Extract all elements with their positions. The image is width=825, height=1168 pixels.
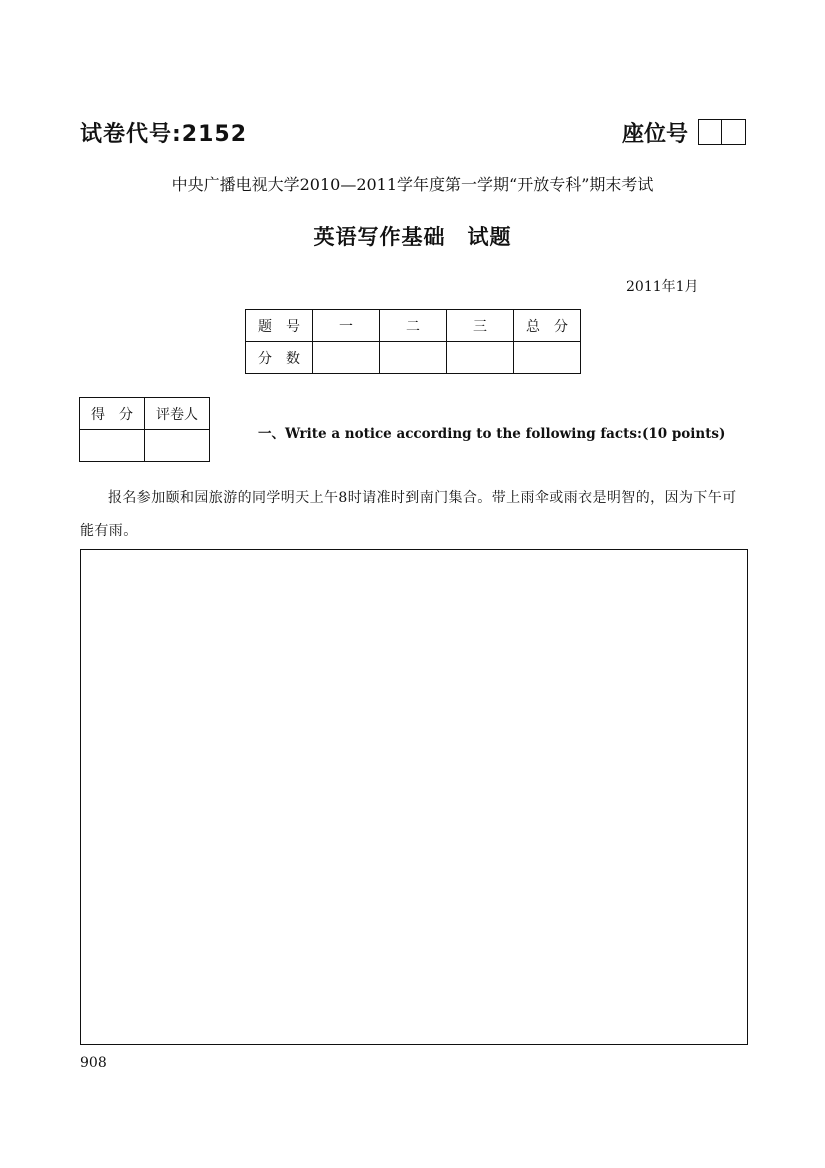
page-number: 908 — [80, 1055, 107, 1071]
exam-date: 2011年1月 — [626, 279, 699, 295]
course-title: 英语写作基础 试题 — [313, 225, 512, 249]
score-cell[interactable] — [313, 342, 380, 374]
grader-label: 评卷人 — [145, 398, 210, 430]
table-header-cell: 二 — [380, 310, 447, 342]
table-row-label: 分 数 — [246, 342, 313, 374]
exam-title: 中央广播电视大学2010—2011学年度第一学期“开放专科”期末考试 — [171, 175, 654, 194]
score-cell[interactable] — [514, 342, 581, 374]
table-row — [246, 342, 581, 374]
seat-number-box[interactable] — [698, 119, 722, 145]
score-cell[interactable] — [80, 430, 145, 462]
table-row — [80, 430, 210, 462]
score-summary-table — [245, 309, 581, 374]
score-cell[interactable] — [447, 342, 514, 374]
seat-number-box[interactable] — [722, 119, 746, 145]
score-label: 得 分 — [80, 398, 145, 430]
table-header-cell: 题 号 — [246, 310, 313, 342]
grader-table — [79, 397, 210, 462]
question-heading: 一、Write a notice according to the following facts:(10 points) — [258, 426, 726, 442]
seat-number-boxes — [698, 119, 746, 145]
question-prompt: 报名参加颐和园旅游的同学明天上午8时请准时到南门集合。带上雨伞或雨衣是明智的，因为下午可能有雨。 — [80, 490, 737, 539]
seat-number-label: 座位号 — [622, 122, 689, 147]
table-header-cell: 总 分 — [514, 310, 581, 342]
table-row — [80, 398, 210, 430]
table-header-cell: 一 — [313, 310, 380, 342]
table-row — [246, 310, 581, 342]
answer-box[interactable] — [80, 549, 748, 1045]
table-header-cell: 三 — [447, 310, 514, 342]
exam-code: 试卷代号:2152 — [80, 122, 248, 147]
grader-cell[interactable] — [145, 430, 210, 462]
score-cell[interactable] — [380, 342, 447, 374]
